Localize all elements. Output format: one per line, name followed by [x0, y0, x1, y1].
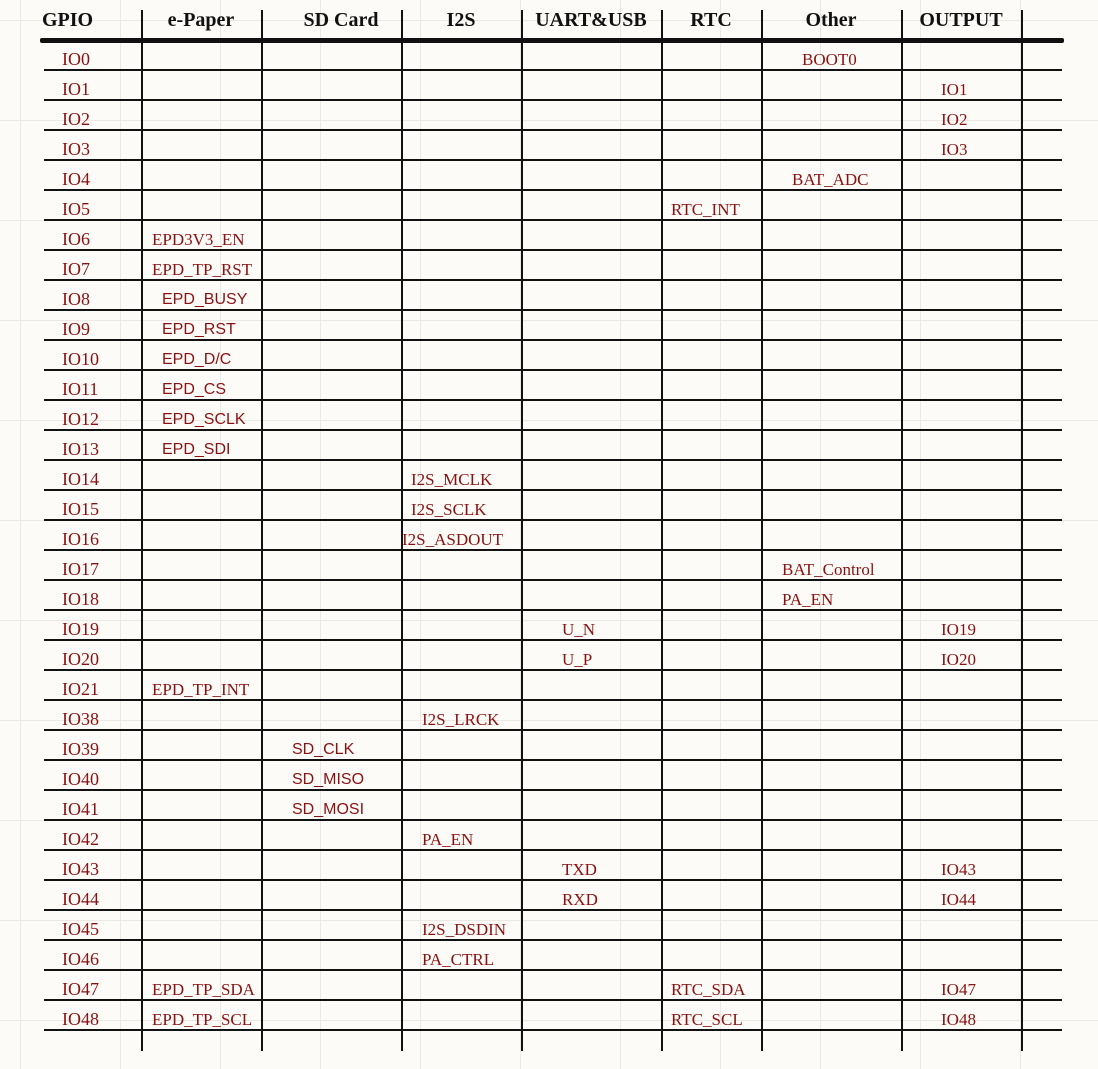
- column-header-sd-card: SD Card: [303, 9, 379, 31]
- row-divider: [44, 879, 1062, 881]
- gpio-pin-label: IO46: [62, 949, 99, 969]
- gpio-pin-label: IO15: [62, 499, 99, 519]
- column-divider: [661, 10, 663, 1051]
- row-divider: [44, 99, 1062, 101]
- row-divider: [44, 189, 1062, 191]
- signal-other: BAT_ADC: [792, 170, 869, 189]
- signal-uart: RXD: [562, 890, 598, 909]
- signal-sd: SD_CLK: [292, 741, 355, 758]
- gpio-pin-label: IO21: [62, 679, 99, 699]
- gpio-pin-label: IO40: [62, 769, 99, 789]
- row-divider: [44, 819, 1062, 821]
- row-divider: [44, 579, 1062, 581]
- signal-i2s: PA_EN: [422, 830, 474, 849]
- column-divider: [761, 10, 763, 1051]
- row-divider: [44, 69, 1062, 71]
- signal-epaper: EPD_SDI: [162, 441, 231, 458]
- column-header-rtc: RTC: [690, 9, 732, 31]
- gpio-pin-label: IO16: [62, 529, 99, 549]
- gpio-pin-label: IO48: [62, 1009, 99, 1029]
- row-divider: [44, 909, 1062, 911]
- gpio-pin-label: IO19: [62, 619, 99, 639]
- signal-rtc: RTC_SCL: [671, 1010, 743, 1029]
- column-divider: [901, 10, 903, 1051]
- row-divider: [44, 789, 1062, 791]
- signal-output: IO2: [941, 110, 968, 129]
- signal-uart: TXD: [562, 860, 597, 879]
- signal-epaper: EPD_TP_SCL: [152, 1010, 253, 1029]
- column-header-uart-usb: UART&USB: [535, 9, 647, 31]
- gpio-pin-label: IO45: [62, 919, 99, 939]
- signal-i2s: I2S_DSDIN: [422, 920, 507, 939]
- signal-uart: U_P: [562, 650, 593, 669]
- column-header-i2s: I2S: [446, 9, 476, 31]
- gpio-pin-label: IO17: [62, 559, 99, 579]
- signal-i2s: PA_CTRL: [422, 950, 495, 969]
- signal-epaper: EPD_RST: [162, 321, 236, 338]
- gpio-pin-label: IO0: [62, 49, 90, 69]
- signal-i2s: I2S_SCLK: [411, 500, 487, 519]
- gpio-pin-label: IO20: [62, 649, 99, 669]
- signal-epaper: EPD_SCLK: [162, 411, 246, 428]
- column-divider: [261, 10, 263, 1051]
- row-divider: [44, 669, 1062, 671]
- row-divider: [44, 969, 1062, 971]
- column-header-output: OUTPUT: [919, 9, 1003, 31]
- column-header-other: Other: [805, 9, 857, 31]
- signal-sd: SD_MOSI: [292, 801, 365, 818]
- signal-epaper: EPD3V3_EN: [152, 230, 245, 249]
- gpio-pin-label: IO11: [62, 379, 99, 399]
- signal-other: PA_EN: [782, 590, 834, 609]
- signal-output: IO48: [941, 1010, 976, 1029]
- gpio-pin-label: IO13: [62, 439, 99, 459]
- signal-output: IO20: [941, 650, 976, 669]
- gpio-pin-label: IO43: [62, 859, 99, 879]
- gpio-pin-label: IO47: [62, 979, 99, 999]
- gpio-pin-label: IO3: [62, 139, 90, 159]
- gpio-pin-label: IO39: [62, 739, 99, 759]
- signal-epaper: EPD_TP_SDA: [152, 980, 255, 999]
- column-divider: [521, 10, 523, 1051]
- row-divider: [44, 609, 1062, 611]
- gpio-pin-label: IO12: [62, 409, 99, 429]
- gpio-pin-label: IO10: [62, 349, 99, 369]
- signal-i2s: I2S_ASDOUT: [402, 530, 504, 549]
- row-divider: [44, 639, 1062, 641]
- row-divider: [44, 159, 1062, 161]
- column-divider: [1021, 10, 1023, 1051]
- gpio-pin-label: IO38: [62, 709, 99, 729]
- gpio-pin-label: IO4: [62, 169, 90, 189]
- signal-output: IO3: [941, 140, 968, 159]
- signal-output: IO1: [941, 80, 968, 99]
- signal-epaper: EPD_TP_RST: [152, 260, 253, 279]
- gpio-pin-label: IO42: [62, 829, 99, 849]
- signal-i2s: I2S_LRCK: [422, 710, 500, 729]
- signal-epaper: EPD_D/C: [162, 351, 232, 368]
- signal-sd: SD_MISO: [292, 771, 365, 788]
- gpio-pin-label: IO18: [62, 589, 99, 609]
- row-divider: [44, 489, 1062, 491]
- signal-uart: U_N: [562, 620, 596, 639]
- signal-rtc: RTC_SDA: [671, 980, 746, 999]
- signal-epaper: EPD_TP_INT: [152, 680, 250, 699]
- column-header-e-paper: e-Paper: [167, 9, 235, 31]
- row-divider: [44, 219, 1062, 221]
- gpio-pin-label: IO2: [62, 109, 90, 129]
- gpio-pin-label: IO41: [62, 799, 99, 819]
- signal-other: BOOT0: [802, 50, 857, 69]
- column-header-gpio: GPIO: [42, 9, 94, 31]
- gpio-pin-label: IO8: [62, 289, 90, 309]
- gpio-pin-label: IO5: [62, 199, 90, 219]
- signal-output: IO44: [941, 890, 976, 909]
- row-divider: [44, 129, 1062, 131]
- row-divider: [44, 519, 1062, 521]
- signal-other: BAT_Control: [782, 560, 875, 579]
- signal-output: IO19: [941, 620, 976, 639]
- gpio-pin-label: IO6: [62, 229, 90, 249]
- gpio-pin-label: IO7: [62, 259, 90, 279]
- row-divider: [44, 759, 1062, 761]
- gpio-pin-label: IO1: [62, 79, 90, 99]
- row-divider: [44, 939, 1062, 941]
- gpio-pin-label: IO14: [62, 469, 99, 489]
- gpio-pin-label: IO9: [62, 319, 90, 339]
- gpio-pin-label: IO44: [62, 889, 99, 909]
- column-divider: [141, 10, 143, 1051]
- signal-rtc: RTC_INT: [671, 200, 740, 219]
- signal-output: IO47: [941, 980, 976, 999]
- signal-i2s: I2S_MCLK: [411, 470, 493, 489]
- row-divider: [44, 549, 1062, 551]
- row-divider: [44, 849, 1062, 851]
- signal-output: IO43: [941, 860, 976, 879]
- signal-epaper: EPD_BUSY: [162, 291, 248, 308]
- signal-epaper: EPD_CS: [162, 381, 227, 398]
- header-separator: [40, 38, 1064, 43]
- row-divider: [44, 729, 1062, 731]
